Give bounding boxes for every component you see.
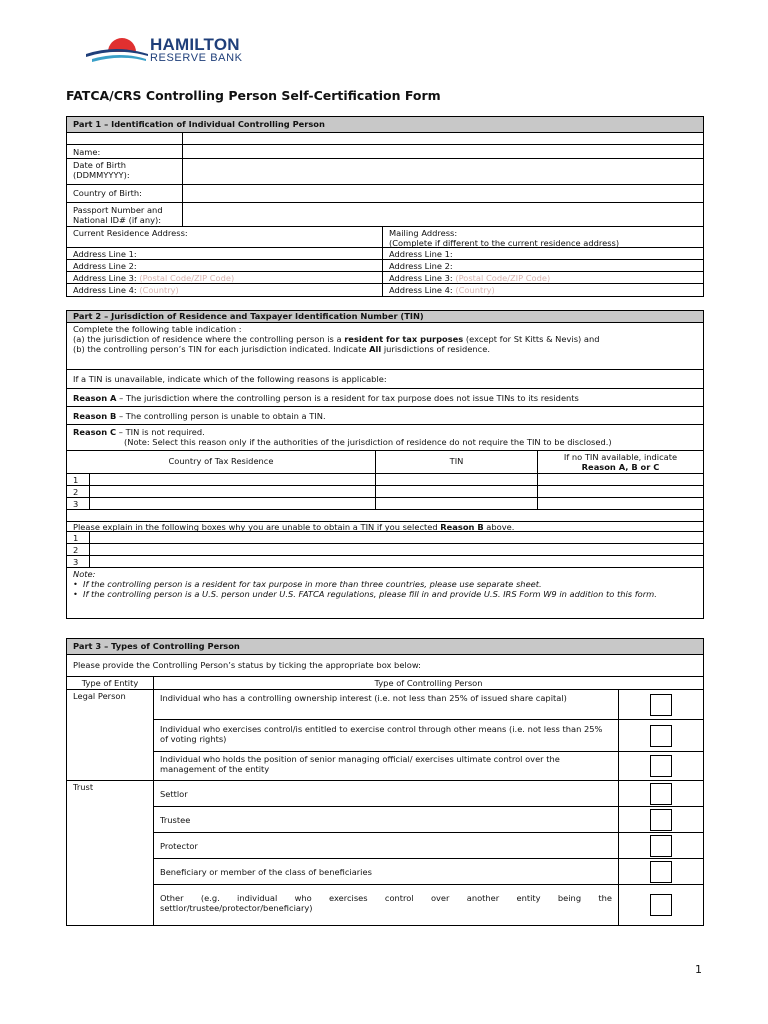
brand-sub: RESERVE BANK	[150, 52, 243, 64]
tin-country-2[interactable]	[89, 486, 375, 497]
tin-country-1[interactable]	[89, 474, 375, 485]
tin-value-3[interactable]	[375, 498, 537, 509]
col-entity: Type of Entity	[81, 678, 139, 688]
mailing-line4[interactable]: Address Line 4: (Country)	[382, 284, 703, 296]
trust-group	[67, 781, 703, 925]
address-header-row	[67, 227, 703, 248]
explain-field-3[interactable]	[89, 556, 703, 567]
tin-value-2[interactable]	[375, 486, 537, 497]
part1-section	[66, 116, 704, 297]
explain-row-2: 2	[67, 544, 703, 556]
part2-section	[66, 310, 704, 619]
tin-reason-1[interactable]	[537, 474, 703, 485]
checkbox-protector[interactable]	[650, 835, 672, 857]
brand-name: HAMILTON	[150, 35, 240, 54]
col-reason: If no TIN available, indicate Reason A, B or C	[537, 451, 703, 473]
address-line2-row	[67, 260, 703, 272]
tin-row-3: 3	[67, 498, 703, 510]
name-label: Name:	[73, 147, 101, 157]
cob-row	[67, 185, 703, 203]
legal-item-3: Individual who holds the position of senior managing official/ exercises ultimate control over the management of the entity	[154, 752, 703, 780]
trust-item-other: Other (e.g. individual who exercises control over another entity being the settlor/trustee/protector/beneficiary)	[154, 885, 703, 925]
trust-item-beneficiary: Beneficiary or member of the class of beneficiaries	[154, 859, 703, 885]
checkbox-beneficiary[interactable]	[650, 861, 672, 883]
part1-spacer-row	[67, 133, 703, 145]
checkbox-legal-2[interactable]	[650, 725, 672, 747]
explain-row-1: 1	[67, 532, 703, 544]
explain-row: Please explain in the following boxes why you are unable to obtain a TIN if you selected Reason B above.	[67, 522, 703, 532]
trust-item-settlor: Settlor	[154, 781, 703, 807]
trust-item-protector: Protector	[154, 833, 703, 859]
current-line1[interactable]: Address Line 1:	[73, 249, 137, 259]
passport-row	[67, 203, 703, 227]
tin-row-2: 2	[67, 486, 703, 498]
part2-heading: Part 2 – Jurisdiction of Residence and Taxpayer Identification Number (TIN)	[67, 311, 703, 323]
passport-field[interactable]	[182, 203, 703, 226]
address-line3-row	[67, 272, 703, 284]
col-country: Country of Tax Residence	[168, 456, 274, 466]
current-address-label: Current Residence Address:	[73, 228, 188, 238]
tin-reason-3[interactable]	[537, 498, 703, 509]
tin-row-1: 1	[67, 474, 703, 486]
legal-person-label: Legal Person	[73, 691, 126, 701]
address-line4-row	[67, 284, 703, 296]
cob-label: Country of Birth:	[73, 188, 142, 198]
tin-country-3[interactable]	[89, 498, 375, 509]
dob-label: Date of Birth (DDMMYYYY):	[73, 160, 130, 180]
part1-heading: Part 1 – Identification of Individual Controlling Person	[67, 117, 703, 133]
reason-b-row: Reason B – The controlling person is unable to obtain a TIN.	[67, 407, 703, 425]
tin-spacer-row	[67, 510, 703, 522]
trust-item-trustee: Trustee	[154, 807, 703, 833]
name-field[interactable]	[182, 145, 703, 158]
reason-a-row: Reason A – The jurisdiction where the controlling person is a resident for tax purpose does not issue TINs to its residents	[67, 389, 703, 407]
checkbox-other[interactable]	[650, 894, 672, 916]
checkbox-settlor[interactable]	[650, 783, 672, 805]
cob-field[interactable]	[182, 185, 703, 202]
reason-c-row: Reason C – TIN is not required. (Note: Select this reason only if the authorities of the jurisdiction of residence do not require the TIN to be disclosed.)	[67, 425, 703, 451]
form-title: FATCA/CRS Controlling Person Self-Certification Form	[66, 88, 441, 103]
dob-field[interactable]	[182, 159, 703, 184]
part2-intro: Complete the following table indication : (a) the jurisdiction of residence where the controlling person is a resident for tax purposes (except for St Kitts & Nevis) and (b) the controlling person’s TIN for each jurisdiction indicated. Indicate All jurisdictions of residence.	[67, 323, 703, 370]
explain-row-3: 3	[67, 556, 703, 568]
checkbox-legal-1[interactable]	[650, 694, 672, 716]
mailing-line2[interactable]: Address Line 2:	[382, 260, 703, 271]
part3-instruction: Please provide the Controlling Person’s status by ticking the appropriate box below:	[67, 655, 703, 677]
checkbox-legal-3[interactable]	[650, 755, 672, 777]
dob-row	[67, 159, 703, 185]
col-tin: TIN	[375, 451, 537, 473]
col-type: Type of Controlling Person	[153, 677, 703, 689]
part3-section	[66, 638, 704, 926]
tin-table-header	[67, 451, 703, 474]
mailing-line1[interactable]: Address Line 1:	[382, 248, 703, 259]
passport-label: Passport Number and National ID# (if any):	[73, 205, 163, 225]
mailing-line3[interactable]: Address Line 3: (Postal Code/ZIP Code)	[382, 272, 703, 283]
legal-person-group	[67, 690, 703, 781]
tin-value-1[interactable]	[375, 474, 537, 485]
page-number: 1	[695, 963, 702, 976]
legal-item-2: Individual who exercises control/is entitled to exercise control through other means (i.e. not less than 25% of voting rights)	[154, 720, 703, 752]
current-line4[interactable]: Address Line 4: (Country)	[73, 285, 179, 295]
explain-field-1[interactable]	[89, 532, 703, 543]
legal-item-1: Individual who has a controlling ownership interest (i.e. not less than 25% of issued share capital)	[154, 690, 703, 720]
explain-field-2[interactable]	[89, 544, 703, 555]
current-line2[interactable]: Address Line 2:	[73, 261, 137, 271]
mailing-address-label: Mailing Address: (Complete if different to the current residence address)	[382, 227, 703, 247]
trust-label: Trust	[73, 782, 94, 792]
part2-notes: Note: • If the controlling person is a resident for tax purpose in more than three countries, please use separate sheet. • If the controlling person is a U.S. person under U.S. FATCA regulations, please fill in and provide U.S. IRS Form W9 in addition to this form.	[67, 568, 703, 618]
tin-reason-2[interactable]	[537, 486, 703, 497]
part3-heading: Part 3 – Types of Controlling Person	[67, 639, 703, 655]
current-line3[interactable]: Address Line 3: (Postal Code/ZIP Code)	[73, 273, 235, 283]
checkbox-trustee[interactable]	[650, 809, 672, 831]
address-line1-row	[67, 248, 703, 260]
tin-unavailable-row: If a TIN is unavailable, indicate which of the following reasons is applicable:	[67, 370, 703, 389]
part3-header	[67, 677, 703, 690]
name-row	[67, 145, 703, 159]
